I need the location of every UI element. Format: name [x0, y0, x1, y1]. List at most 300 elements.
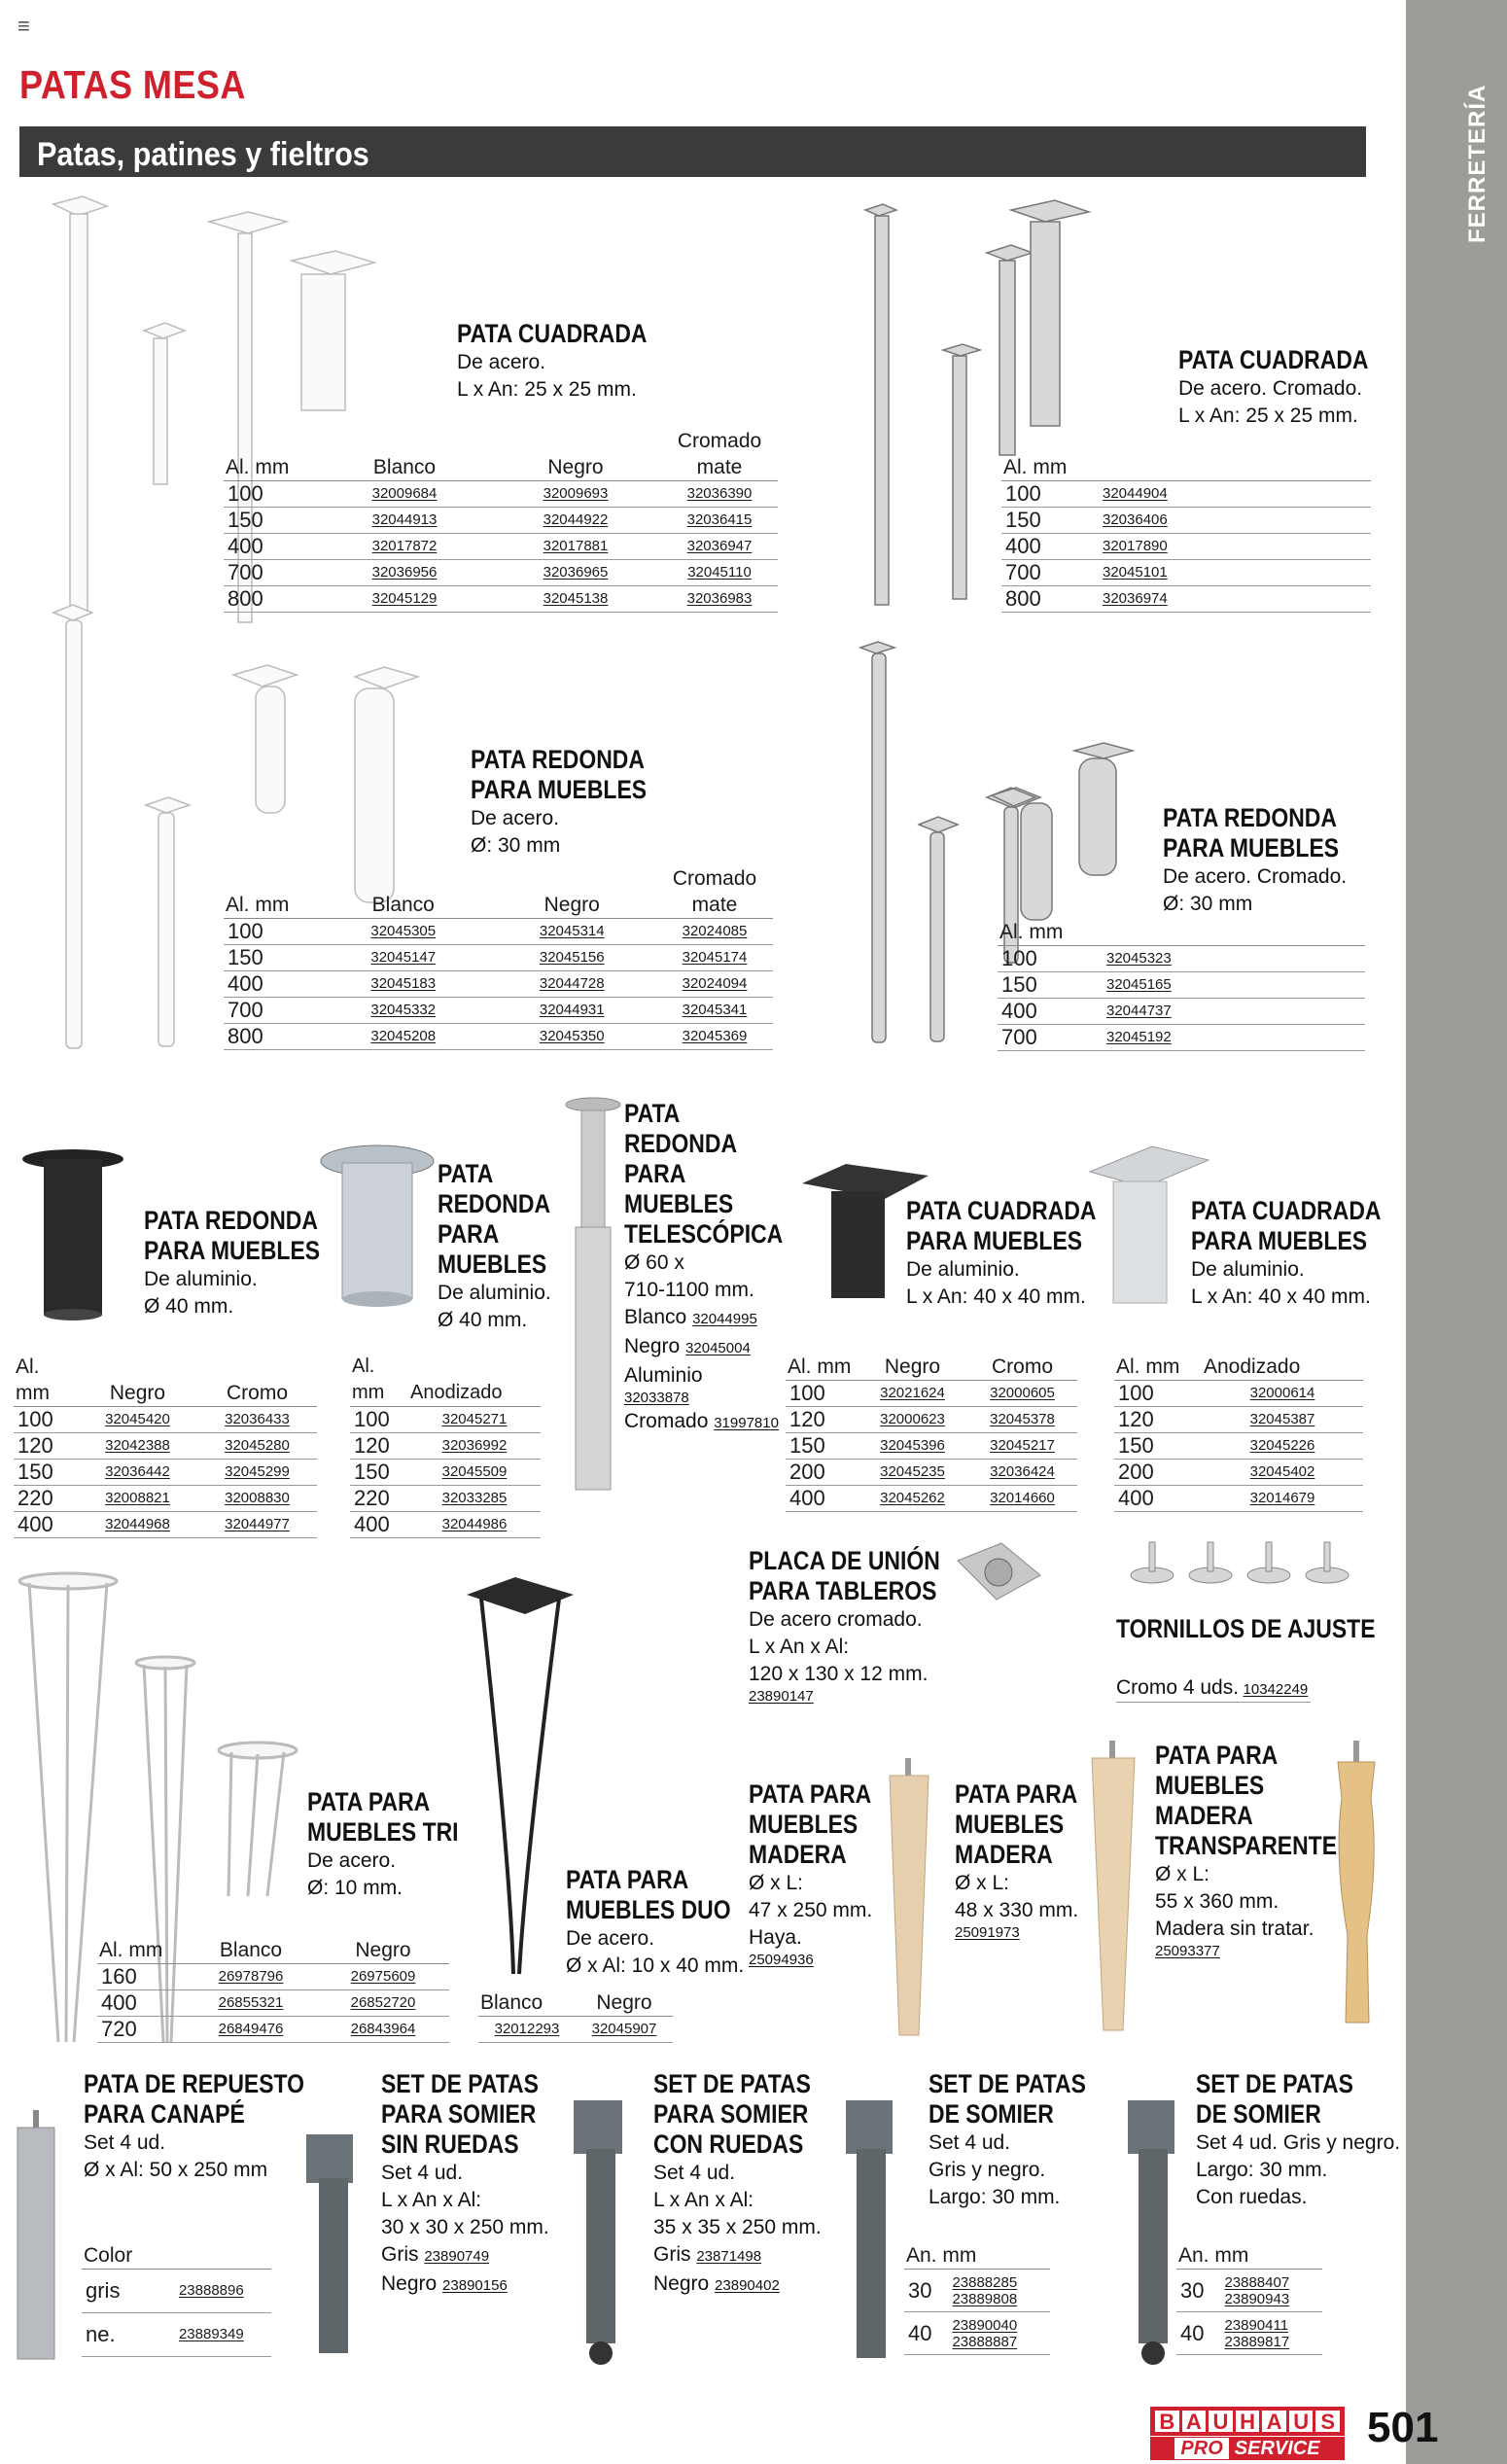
cell: 30: [904, 2270, 948, 2312]
table-row: [998, 1025, 1365, 1051]
product-desc: Ø x Al: 10 x 40 mm.: [566, 1954, 745, 1977]
cell: 23888887: [952, 2333, 1018, 2350]
cell: 32045165: [1103, 972, 1365, 999]
product-table: [224, 865, 773, 1050]
bauhaus-logo: B A U H A U S PRO SERVICE: [1150, 2407, 1345, 2461]
cell: 26978796: [185, 1964, 317, 1990]
cell: 26852720: [317, 1990, 449, 2017]
product-desc: De acero. Cromado.: [1163, 865, 1348, 888]
product-info: [653, 2069, 839, 2300]
menu-icon[interactable]: ≡: [18, 14, 30, 38]
table-header: Blanco: [478, 1989, 576, 2017]
product-title: PATA DE REPUESTO: [84, 2069, 304, 2098]
product-title: REDONDA: [438, 1189, 551, 1218]
product-title: PARA SOMIER: [653, 2099, 809, 2129]
table-row: [786, 1433, 1077, 1460]
cell: 26855321: [185, 1990, 317, 2017]
product-info: [955, 1779, 1100, 1941]
cell: 32017881: [490, 534, 661, 560]
table-row: [1001, 560, 1371, 586]
cell: 32042388: [78, 1433, 197, 1460]
cell: 120: [350, 1433, 408, 1460]
cell: 32024094: [656, 971, 773, 998]
table-row: [224, 534, 778, 560]
cell: 32045217: [967, 1433, 1077, 1460]
cell: 23889817: [1224, 2333, 1290, 2350]
table-row: [224, 998, 773, 1024]
product-table: [14, 1354, 317, 1538]
cell: 32024085: [656, 919, 773, 945]
table-row: [14, 1407, 317, 1433]
product-desc: 47 x 250 mm.: [749, 1899, 873, 1921]
product-title: SET DE PATAS: [1196, 2069, 1353, 2098]
cell: 32045378: [967, 1407, 1077, 1433]
cell: 32045350: [488, 1024, 657, 1050]
somier-wheeled-leg-illustration: [569, 2095, 637, 2368]
table-header: Anodizado: [1202, 1354, 1363, 1381]
product-desc: Ø x L:: [955, 1872, 1010, 1894]
product-desc: 55 x 360 mm.: [1155, 1890, 1279, 1913]
cell: 32017872: [319, 534, 490, 560]
cell: 200: [786, 1460, 858, 1486]
product-desc: Set 4 ud.: [84, 2131, 166, 2154]
cell: 32045332: [319, 998, 488, 1024]
product-desc: De aluminio.: [438, 1282, 551, 1304]
product-desc: Ø 40 mm.: [144, 1295, 234, 1318]
table-row: [82, 2270, 271, 2313]
section-banner: Patas, patines y fieltros: [19, 126, 1366, 177]
variant-label: Cromo 4 uds.: [1116, 1676, 1240, 1699]
product-title: MUEBLES: [955, 1810, 1065, 1839]
table-row: [97, 2017, 449, 2043]
product-title: PARA MUEBLES: [1191, 1226, 1368, 1255]
product-title: MADERA: [749, 1840, 847, 1869]
cell: 32045396: [858, 1433, 967, 1460]
table-row: [1001, 586, 1371, 613]
table-row: [350, 1407, 541, 1433]
product-title: PARA MUEBLES: [144, 1236, 321, 1265]
cell: 800: [1001, 586, 1099, 613]
table-row: [224, 560, 778, 586]
product-title: MUEBLES: [749, 1810, 859, 1839]
cell: 32044931: [488, 998, 657, 1024]
cell: 32045299: [197, 1460, 317, 1486]
product-code: 23890147: [749, 1688, 814, 1705]
cell: 800: [224, 1024, 319, 1050]
cell: 150: [14, 1460, 78, 1486]
product-info: [749, 1546, 974, 1705]
cell: 120: [786, 1407, 858, 1433]
product-info: [381, 2069, 567, 2300]
table-header: [1103, 919, 1365, 946]
cell: 32000614: [1202, 1381, 1363, 1407]
cell: 23890943: [1224, 2290, 1290, 2307]
product-desc: De acero.: [471, 807, 560, 829]
product-title: SET DE PATAS: [381, 2069, 539, 2098]
table-row: [97, 1964, 449, 1990]
cell: 100: [1001, 481, 1099, 508]
cell: 150: [1001, 508, 1099, 534]
cell: 40: [904, 2312, 948, 2355]
table-row: [224, 919, 773, 945]
page-number: 501: [1367, 2404, 1439, 2451]
cell: ne.: [82, 2313, 152, 2357]
cell: 32044968: [78, 1512, 197, 1538]
product-desc: Ø: 30 mm: [1163, 893, 1253, 915]
table-row: [350, 1433, 541, 1460]
cell: 32045402: [1202, 1460, 1363, 1486]
table-row: [1001, 534, 1371, 560]
product-title: TELESCÓPICA: [624, 1219, 784, 1249]
product-table: [478, 1989, 673, 2043]
product-desc: 48 x 330 mm.: [955, 1899, 1079, 1921]
cell: 100: [350, 1407, 408, 1433]
table-row: [82, 2313, 271, 2357]
product-info: [749, 1779, 894, 1968]
cell: 32045323: [1103, 946, 1365, 972]
product-title: PARA MUEBLES: [471, 775, 648, 804]
cell: 150: [224, 945, 319, 971]
table-header: Al. mm: [224, 865, 319, 919]
variant-line: Blanco 32044995: [624, 1306, 757, 1328]
cell: 32036992: [408, 1433, 541, 1460]
product-desc: Ø 60 x: [624, 1251, 684, 1274]
table-row: [1114, 1381, 1363, 1407]
cell: 400: [998, 999, 1103, 1025]
cell: 32045138: [490, 586, 661, 613]
table-header: An. mm: [904, 2242, 1050, 2270]
cell: 200: [1114, 1460, 1202, 1486]
table-row: [350, 1460, 541, 1486]
cell: 700: [998, 1025, 1103, 1051]
table-header: Al. mm: [224, 428, 319, 481]
table-row: [224, 1024, 773, 1050]
table-row: [904, 2270, 1050, 2312]
table-row: [350, 1512, 541, 1538]
cell: 32045369: [656, 1024, 773, 1050]
product-desc: De aluminio.: [906, 1258, 1020, 1281]
table-header: Al. mm: [1114, 1354, 1202, 1381]
telescopic-leg-illustration: [564, 1097, 622, 1496]
cell: 32045305: [319, 919, 488, 945]
product-title: PARA MUEBLES: [1163, 833, 1340, 862]
product-title: PATA PARA: [1155, 1741, 1279, 1770]
table-row: [14, 1433, 317, 1460]
table-header: An. mm: [1176, 2242, 1322, 2270]
variant-line: Negro 32045004: [624, 1335, 751, 1357]
product-desc: L x An x Al:: [381, 2189, 482, 2211]
table-header: Al. mm: [14, 1354, 78, 1407]
product-desc: Set 4 ud.: [653, 2162, 736, 2184]
cell: 150: [224, 508, 319, 534]
cell: 32044922: [490, 508, 661, 534]
product-title: SET DE PATAS: [653, 2069, 811, 2098]
table-header: Negro: [858, 1354, 967, 1381]
product-title: PATA PARA: [955, 1779, 1078, 1809]
cell: 150: [1114, 1433, 1202, 1460]
cell: 26975609: [317, 1964, 449, 1990]
variant-line: Negro 23890156: [381, 2272, 508, 2295]
product-desc: Set 4 ud. Gris y negro.: [1196, 2131, 1401, 2154]
cell: 400: [97, 1990, 185, 2017]
cell: 100: [1114, 1381, 1202, 1407]
product-table: [82, 2242, 271, 2357]
cell: 26849476: [185, 2017, 317, 2043]
somier-leg-illustration: [841, 2095, 909, 2368]
product-desc: Haya.: [749, 1926, 802, 1949]
variant-line: Negro 23890402: [653, 2272, 780, 2295]
cell: 32044737: [1103, 999, 1365, 1025]
product-title: PARA MUEBLES: [906, 1226, 1083, 1255]
product-desc: Ø 40 mm.: [438, 1309, 528, 1331]
cell: 32045280: [197, 1433, 317, 1460]
table-row: [97, 1990, 449, 2017]
product-info: [471, 745, 678, 860]
wood-leg-illustration: [880, 1758, 938, 2040]
table-header: Negro: [488, 865, 657, 919]
cell: 32045208: [319, 1024, 488, 1050]
product-title: PARA: [624, 1159, 686, 1188]
table-row: [786, 1486, 1077, 1512]
canape-leg-illustration: [12, 2110, 60, 2363]
product-title: SET DE PATAS: [929, 2069, 1086, 2098]
table-row: [998, 946, 1365, 972]
cell: 100: [998, 946, 1103, 972]
product-title: MADERA: [955, 1840, 1053, 1869]
product-variant: [1116, 1674, 1311, 1703]
product-info: [929, 2069, 1114, 2211]
cell: 32044904: [1099, 481, 1371, 508]
cell: 100: [224, 919, 319, 945]
table-row: [224, 971, 773, 998]
adjustment-screws-illustration: [1128, 1536, 1371, 1595]
variant-line: Aluminio: [624, 1364, 703, 1387]
product-title: PARA: [438, 1219, 500, 1249]
product-title: MADERA: [1155, 1801, 1253, 1830]
product-title: PARA CANAPÉ: [84, 2099, 245, 2129]
product-title: REDONDA: [624, 1129, 738, 1158]
cell: 700: [224, 998, 319, 1024]
product-title: PATA PARA: [307, 1787, 431, 1816]
table-header: Cromo: [967, 1354, 1077, 1381]
cell: 23888285: [952, 2273, 1018, 2291]
table-row: [224, 481, 778, 508]
cell: 32009693: [490, 481, 661, 508]
cell: 32012293: [478, 2017, 576, 2043]
cell: 32045341: [656, 998, 773, 1024]
cell: 160: [97, 1964, 185, 1990]
cell: 32045156: [488, 945, 657, 971]
product-info: [1163, 803, 1370, 918]
table-row: [14, 1486, 317, 1512]
product-title: TORNILLOS DE AJUSTE: [1116, 1614, 1376, 1643]
cell: 32000623: [858, 1407, 967, 1433]
product-desc: Ø x Al: 50 x 250 mm: [84, 2159, 268, 2181]
cell: 32045226: [1202, 1433, 1363, 1460]
cell: 100: [786, 1381, 858, 1407]
table-row: [998, 999, 1365, 1025]
cell: 220: [14, 1486, 78, 1512]
wood-leg-illustration: [1084, 1741, 1142, 2032]
table-header: Al. mm: [998, 919, 1103, 946]
product-desc: Con ruedas.: [1196, 2186, 1308, 2208]
table-header: Cromado mate: [656, 865, 773, 919]
cell: 800: [224, 586, 319, 613]
table-row: [1001, 481, 1371, 508]
cell: 150: [786, 1433, 858, 1460]
product-desc: Largo: 30 mm.: [929, 2186, 1061, 2208]
product-desc: L x An: 40 x 40 mm.: [906, 1285, 1086, 1308]
product-title: PATA CUADRADA: [1178, 345, 1369, 374]
cell: 40: [1176, 2312, 1220, 2355]
product-info: [624, 1099, 811, 1437]
product-table: [224, 428, 778, 613]
product-desc: De acero.: [566, 1927, 655, 1950]
product-title: PATA REDONDA: [471, 745, 645, 774]
cell: 400: [14, 1512, 78, 1538]
table-row: [14, 1460, 317, 1486]
variant-line: Cromado 31997810: [624, 1410, 779, 1432]
product-desc: De aluminio.: [1191, 1258, 1305, 1281]
table-row: [224, 945, 773, 971]
cell: 700: [1001, 560, 1099, 586]
product-title: SIN RUEDAS: [381, 2130, 519, 2159]
table-header: Blanco: [319, 428, 490, 481]
cell: 32045314: [488, 919, 657, 945]
product-title: PARA TABLEROS: [749, 1576, 937, 1605]
product-table: [998, 919, 1365, 1051]
product-desc: De acero.: [457, 351, 546, 373]
product-title: MUEBLES: [1155, 1771, 1265, 1800]
cell: 32000605: [967, 1381, 1077, 1407]
cell: 32036947: [661, 534, 778, 560]
product-code: 25094936: [749, 1952, 814, 1968]
table-header: Blanco: [319, 865, 488, 919]
cell: 400: [224, 971, 319, 998]
table-row: [1176, 2270, 1322, 2312]
union-plate-illustration: [948, 1541, 1045, 1638]
table-row: [14, 1512, 317, 1538]
page-title: PATAS MESA: [19, 62, 246, 107]
product-title: MUEBLES: [438, 1250, 547, 1279]
product-title: PARA SOMIER: [381, 2099, 537, 2129]
product-title: PATA CUADRADA: [457, 319, 648, 348]
cell: 32045174: [656, 945, 773, 971]
table-header: Cromo: [197, 1354, 317, 1407]
cell: 23890040: [952, 2316, 1018, 2334]
product-info: [1196, 2069, 1400, 2211]
table-row: [1114, 1433, 1363, 1460]
cell: 23889808: [952, 2290, 1018, 2307]
table-header: Al. mm: [1001, 454, 1099, 481]
product-desc: L x An: 40 x 40 mm.: [1191, 1285, 1371, 1308]
cell: 32045235: [858, 1460, 967, 1486]
cell: 32045183: [319, 971, 488, 998]
cell: 100: [14, 1407, 78, 1433]
product-table: [1001, 454, 1371, 613]
table-header: Negro: [78, 1354, 197, 1407]
cell: 32036965: [490, 560, 661, 586]
product-title: PATA CUADRADA: [1191, 1196, 1382, 1225]
cell: 32045262: [858, 1486, 967, 1512]
table-row: [786, 1381, 1077, 1407]
cell: 26843964: [317, 2017, 449, 2043]
product-title: PLACA DE UNIÓN: [749, 1546, 940, 1575]
cell: 32021624: [858, 1381, 967, 1407]
product-desc: Gris y negro.: [929, 2159, 1046, 2181]
table-header: [1099, 454, 1371, 481]
cell: 720: [97, 2017, 185, 2043]
product-desc: Ø: 30 mm: [471, 834, 561, 857]
product-desc: 120 x 130 x 12 mm.: [749, 1663, 929, 1685]
cell: 32044977: [197, 1512, 317, 1538]
cell: 32009684: [319, 481, 490, 508]
cell: 400: [224, 534, 319, 560]
table-row: [1001, 508, 1371, 534]
product-title: PATA: [624, 1099, 681, 1128]
cell: 400: [786, 1486, 858, 1512]
black-round-leg-illustration: [19, 1147, 126, 1322]
cell: 32036415: [661, 508, 778, 534]
cell: 32045129: [319, 586, 490, 613]
table-header: Anodizado: [408, 1354, 541, 1407]
product-desc: De acero. Cromado.: [1178, 377, 1363, 400]
cell: 400: [1114, 1486, 1202, 1512]
table-header: Al. mm: [97, 1937, 185, 1964]
product-desc: De aluminio.: [144, 1268, 258, 1290]
product-code: 10342249: [1243, 1681, 1309, 1698]
product-title: PATA PARA: [566, 1865, 689, 1894]
product-code: 25093377: [1155, 1943, 1220, 1959]
cell: 700: [224, 560, 319, 586]
product-code: 25091973: [955, 1924, 1020, 1941]
product-desc: Set 4 ud.: [381, 2162, 464, 2184]
cell: 32014679: [1202, 1486, 1363, 1512]
table-header: Negro: [490, 428, 661, 481]
table-row: [1114, 1486, 1363, 1512]
product-desc: 710-1100 mm.: [624, 1279, 754, 1301]
table-header: Negro: [576, 1989, 673, 2017]
cell: 400: [350, 1512, 408, 1538]
product-desc: L x An x Al:: [749, 1636, 850, 1658]
cell: 32045110: [661, 560, 778, 586]
product-desc: Largo: 30 mm.: [1196, 2159, 1328, 2181]
cell: 32017890: [1099, 534, 1371, 560]
product-desc: L x An: 25 x 25 mm.: [457, 378, 637, 401]
cell: 32033285: [408, 1486, 541, 1512]
product-table: [786, 1354, 1077, 1512]
cell: 32044986: [408, 1512, 541, 1538]
table-row: [1114, 1407, 1363, 1433]
table-row: [786, 1407, 1077, 1433]
hairpin-duo-leg-illustration: [457, 1575, 583, 1984]
product-table: [1176, 2242, 1322, 2355]
product-table: [1114, 1354, 1363, 1512]
cell: 32036983: [661, 586, 778, 613]
product-table: [904, 2242, 1050, 2355]
product-info: [438, 1159, 571, 1334]
cell: 150: [998, 972, 1103, 999]
turned-wood-leg-illustration: [1332, 1741, 1381, 2032]
table-header: Negro: [317, 1937, 449, 1964]
cell: 120: [1114, 1407, 1202, 1433]
product-desc: Ø: 10 mm.: [307, 1877, 403, 1899]
table-row: [1176, 2312, 1322, 2355]
cell: 32045147: [319, 945, 488, 971]
product-desc: Ø x L:: [749, 1872, 804, 1894]
table-row: [224, 508, 778, 534]
cell: 23888896: [152, 2270, 271, 2313]
